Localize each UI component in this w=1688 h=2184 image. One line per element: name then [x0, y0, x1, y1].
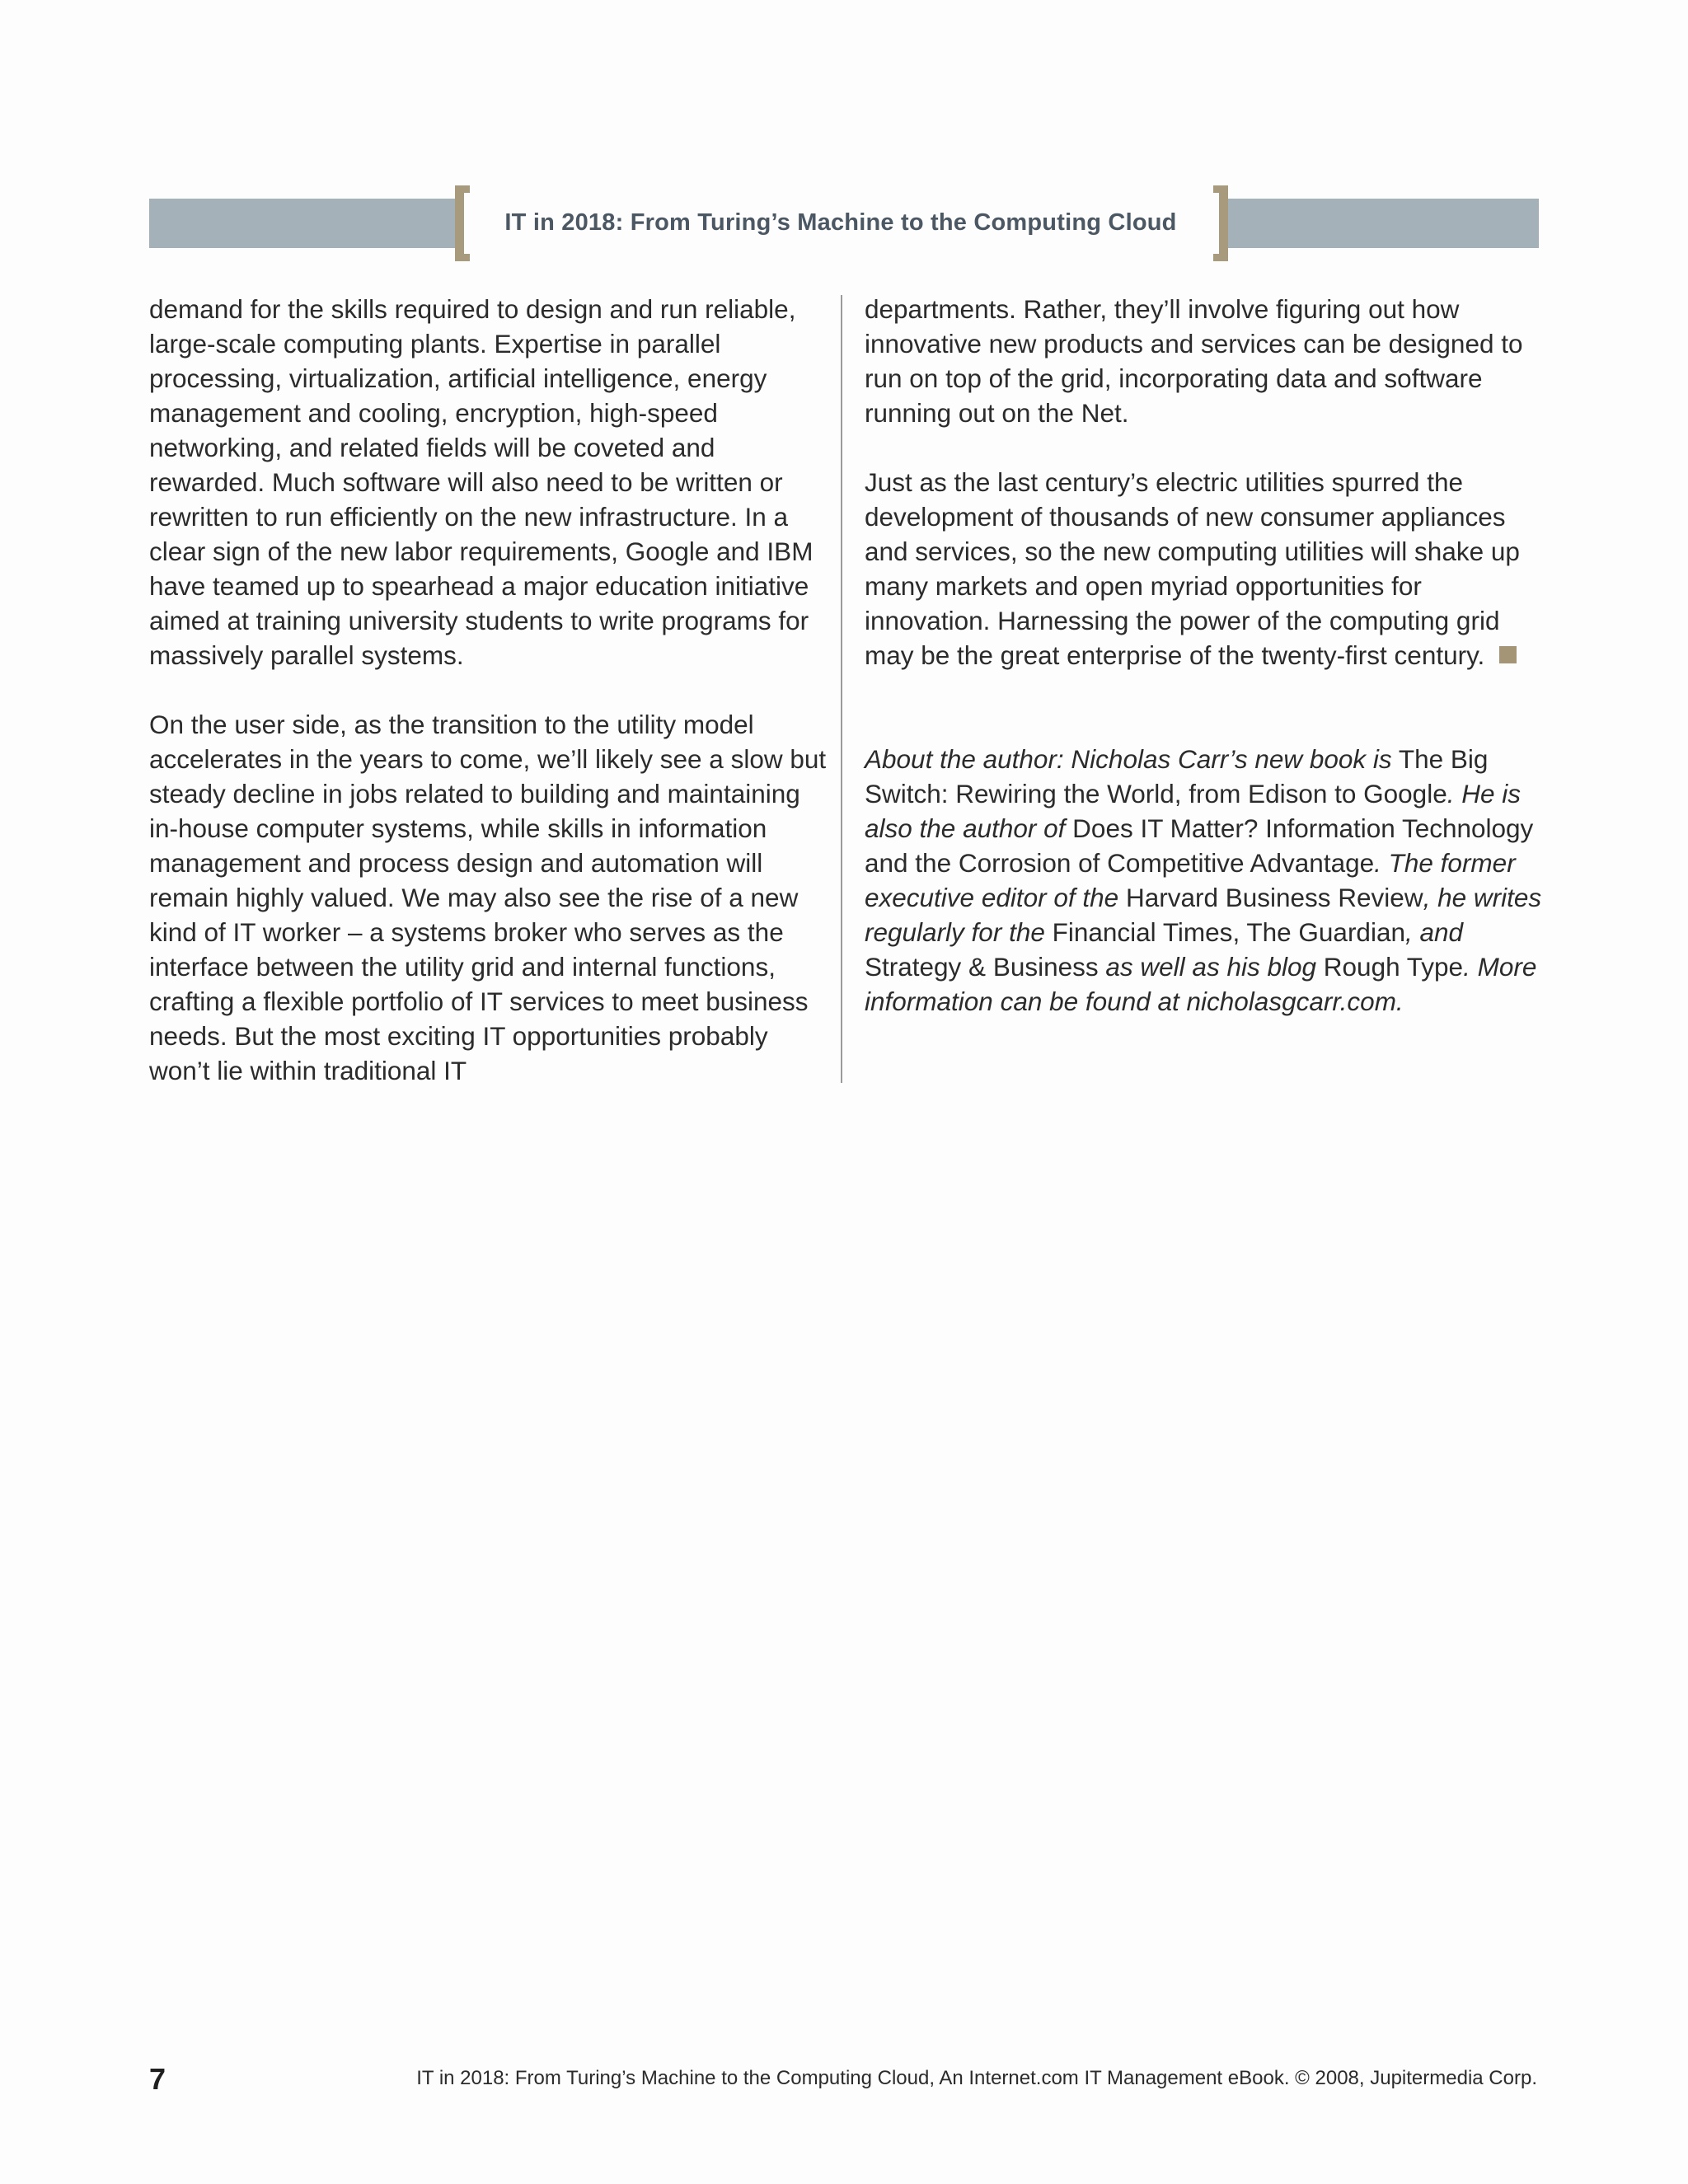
- footer-copyright: IT in 2018: From Turing’s Machine to the Computing Cloud, An Internet.com IT Management eBook. © 2008, Jupitermedia Corp.: [416, 2067, 1537, 2089]
- author-bio-italic: . The former executive editor of the: [865, 848, 1516, 912]
- author-bio-italic: . More information can be found at nicholasgcarr.com.: [865, 952, 1537, 1016]
- right-paragraph-2: [865, 465, 1549, 673]
- author-bio-italic: , he writes regularly for the: [865, 883, 1542, 947]
- header-band-left: [149, 199, 462, 248]
- author-bio: [865, 742, 1549, 1019]
- right-paragraph-1: departments. Rather, they’ll involve figuring out how innovative new products and services can be designed to run on top of the grid, incorporating data and software running out on the Net.: [865, 294, 1523, 428]
- author-bio-italic: , and: [1405, 917, 1464, 947]
- header-open-bracket: [455, 185, 470, 261]
- author-bio-publication: The Guardian: [1246, 917, 1405, 947]
- left-paragraph-2: On the user side, as the transition to the utility model accelerates in the years to come, we’ll likely see a slow but steady decline in jobs related to building and maintaining in-house computer systems, while skills in information management and process design and automation will remain highly valued. We may also see the rise of a new kind of IT worker – a systems broker who serves as the interface between the utility grid and internal functions, crafting a flexible portfolio of IT services to meet business needs. But the most exciting IT opportunities probably won’t lie within traditional IT: [149, 710, 827, 1085]
- author-bio-publication: Harvard Business Review: [1118, 883, 1423, 912]
- author-bio-book-title: The Big Switch: Rewiring the World, from Edison to Google: [865, 744, 1489, 808]
- author-bio-blog-name: Rough Type: [1316, 952, 1464, 982]
- page-number: 7: [149, 2062, 166, 2096]
- author-bio-publication: Financial Times: [1044, 917, 1233, 947]
- author-bio-italic: About the author: Nicholas Carr’s new book is: [865, 744, 1392, 774]
- column-divider: [841, 295, 842, 1083]
- header-band-right: [1228, 199, 1539, 248]
- end-of-article-square-icon: [1499, 646, 1517, 663]
- author-bio-book-title: Does IT Matter? Information Technology and the Corrosion of Competitive Advantage: [865, 813, 1534, 878]
- header-close-bracket: [1213, 185, 1228, 261]
- left-text-column: [149, 292, 833, 1088]
- right-text-column: [865, 292, 1549, 1019]
- page-header-title: IT in 2018: From Turing’s Machine to the Computing Cloud: [504, 209, 1177, 236]
- right-paragraph-2-text: Just as the last century’s electric utilities spurred the development of thousands of new consumer appliances and services, so the new computing utilities will shake up many markets and open myriad opportunities for innovation. Harnessing the power of the computing grid may be the great enterprise of the twenty-first century.: [865, 467, 1520, 670]
- left-paragraph-1: demand for the skills required to design and run reliable, large-scale computing plants. Expertise in parallel processing, virtualization, artificial intelligence, energy management and cooling, encryption, high-speed networking, and related fields will be coveted and rewarded. Much software will also need to be written or rewritten to run efficiently on the new infrastructure. In a clear sign of the new labor requirements, Google and IBM have teamed up to spearhead a major education initiative aimed at training university students to write programs for massively parallel systems.: [149, 294, 814, 670]
- author-bio-italic: as well as his blog: [1098, 952, 1317, 982]
- author-bio-separator: ,: [1232, 917, 1247, 947]
- author-bio-publication: Strategy & Business: [865, 952, 1099, 982]
- author-bio-italic: . He is also the author of: [865, 779, 1522, 843]
